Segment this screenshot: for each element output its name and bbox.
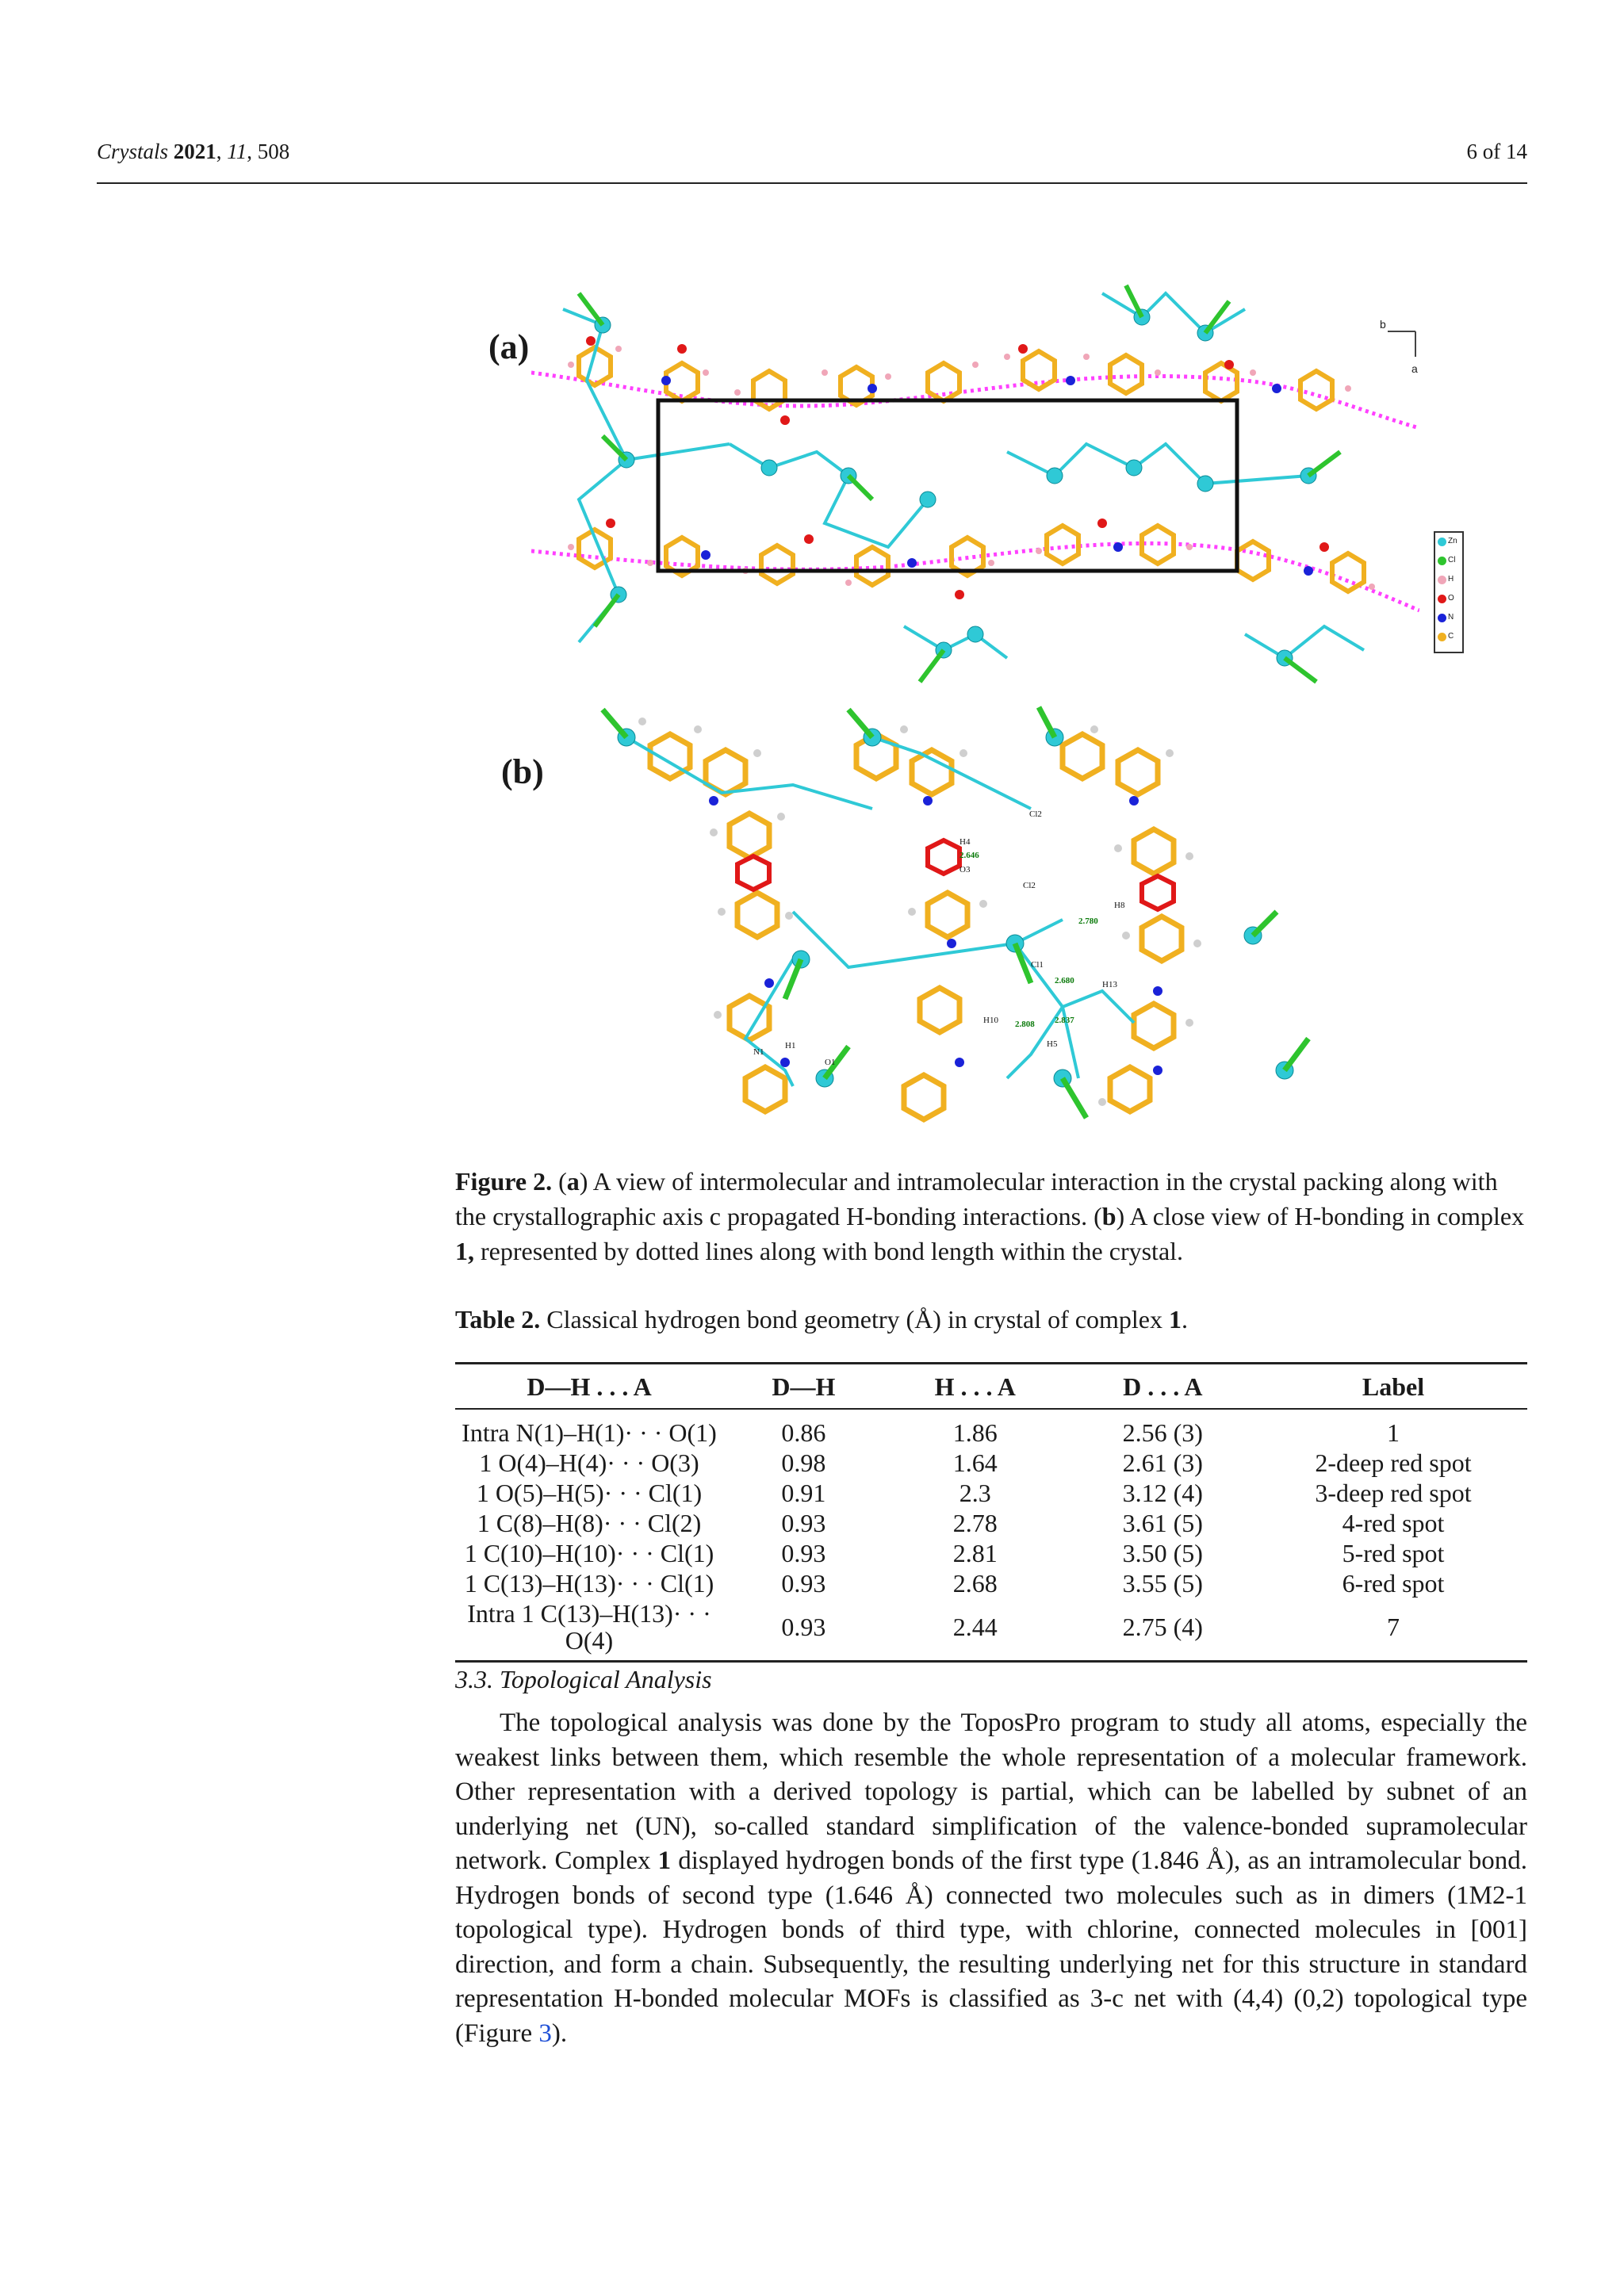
table-row: 1 O(5)–H(5)· · · Cl(1) 0.91 2.3 3.12 (4) 3-deep red spot	[476, 1479, 1472, 1507]
legend-item-o: O	[1438, 591, 1461, 606]
label-cl2: Cl2	[1023, 881, 1036, 890]
molecule-rings-row-2	[579, 526, 1364, 591]
journal-volume: 11	[227, 140, 247, 163]
zn-color-swatch	[1438, 538, 1446, 546]
panel-a-label: (a)	[488, 327, 530, 366]
hydrogen-atoms	[568, 346, 1375, 590]
table-caption: Table 2. Classical hydrogen bond geometry (Å) in crystal of complex 1.	[455, 1305, 1188, 1334]
article-number: , 508	[247, 140, 290, 163]
header-da: D . . . A	[1067, 1364, 1259, 1410]
legend-item-cl: Cl	[1438, 553, 1461, 568]
legend-item-c: C	[1438, 629, 1461, 644]
axis-b-label: b	[1380, 318, 1386, 331]
header-label: Label	[1259, 1364, 1527, 1410]
running-header	[97, 140, 1527, 184]
table-row: 1 C(13)–H(13)· · · Cl(1) 0.93 2.68 3.55 (5) 6-red spot	[464, 1569, 1445, 1598]
label-h4: H4	[959, 837, 971, 847]
atom-labels-b	[753, 809, 1125, 1067]
label-2-808: 2.808	[1015, 1020, 1035, 1029]
figure-2	[468, 262, 1457, 1142]
label-h10: H10	[983, 1016, 998, 1025]
figure-3-link[interactable]: 3	[538, 2019, 552, 2048]
label-2-837: 2.837	[1055, 1016, 1074, 1025]
n-color-swatch	[1438, 614, 1446, 622]
label-n1: N1	[753, 1047, 764, 1057]
element-legend	[1434, 531, 1464, 653]
h-bonding-close-view-image	[587, 706, 1380, 1134]
label-o3: O3	[959, 865, 971, 874]
label-cl1: Cl1	[1031, 960, 1044, 970]
hbond-lines-b	[626, 737, 1134, 1086]
journal-name: Crystals	[97, 140, 169, 163]
crystal-packing-image	[531, 262, 1419, 721]
axis-indicator	[1380, 318, 1418, 375]
cl-color-swatch	[1438, 557, 1446, 565]
section-title: 3.3. Topological Analysis	[455, 1665, 712, 1693]
legend-item-n: N	[1438, 610, 1461, 625]
figure-caption: Figure 2. (a) A view of intermolecular and intramolecular interaction in the crystal packing along with the crystallographic axis c propagated H-bonding interactions. (b) A close view of H-bonding in complex 1, represented by dotted lines along with bond length within the crystal.	[455, 1167, 1525, 1265]
legend-item-h: H	[1438, 572, 1461, 587]
header-rule	[97, 182, 1527, 184]
label-h13: H13	[1102, 980, 1117, 989]
figure-label: Figure 2.	[455, 1167, 553, 1196]
label-h1: H1	[785, 1041, 796, 1050]
table-row: 1 O(4)–H(4)· · · O(3) 0.98 1.64 2.61 (3) 2-deep red spot	[479, 1448, 1472, 1477]
journal-year: 2021	[173, 140, 216, 163]
label-cl2-top: Cl2	[1029, 809, 1042, 819]
table-header-row	[455, 1364, 1527, 1410]
header-dh: D—H	[723, 1364, 884, 1410]
zn-atoms-b	[618, 729, 1293, 1087]
header-dha: D—H . . . A	[455, 1364, 723, 1410]
page-number: 6 of 14	[1466, 140, 1527, 163]
table-row: 1 C(10)–H(10)· · · Cl(1) 0.93 2.81 3.50 (5) 5-red spot	[464, 1539, 1445, 1567]
h-color-swatch	[1438, 576, 1446, 584]
table-label: Table 2.	[455, 1305, 541, 1334]
label-o1: O1	[825, 1058, 836, 1067]
zn-atoms	[595, 309, 1316, 666]
hydrogen-bond-table	[455, 1362, 1527, 1663]
legend-item-zn: Zn	[1438, 534, 1461, 549]
panel-b-label: (b)	[501, 752, 544, 791]
journal-citation: Crystals 2021, 11, 508	[97, 140, 290, 163]
o-color-swatch	[1438, 595, 1446, 603]
table-row: 1 C(8)–H(8)· · · Cl(2) 0.93 2.78 3.61 (5) 4-red spot	[477, 1509, 1445, 1537]
c-color-swatch	[1438, 633, 1446, 641]
label-h5: H5	[1047, 1039, 1058, 1049]
axis-a-label: a	[1411, 362, 1418, 375]
section-paragraph: The topological analysis was done by the ToposPro program to study all atoms, especially the weakest links between them, which resemble the whole representation of a molecular framework. Other representation with a derived topology is partial, which can be labelled by subnet of an underlying net (UN), so-called standard simplification of the valence-bonded supramolecular network. Complex 1 displayed hydrogen bonds of the first type (1.846 Å), as an intramolecular bond. Hydrogen bonds of second type (1.646 Å) connected two molecules such as in dimers (1M2-1 topological type). Hydrogen bonds of third type, with chlorine, connected molecules in [001] direction, and form a chain. Subsequently, the resulting underlying net for this structure in standard representation H-bonded molecular MOFs is classified as 3-c net with (4,4) (0,2) topological type (Figure 3).	[455, 1709, 1527, 2048]
label-2-680: 2.680	[1055, 976, 1074, 985]
label-2-646: 2.646	[959, 851, 979, 860]
table-row: Intra N(1)–H(1)· · · O(1) 0.86 1.86 2.56 (3) 1	[462, 1418, 1400, 1447]
header-ha: H . . . A	[884, 1364, 1067, 1410]
label-h8: H8	[1114, 901, 1125, 910]
label-2-780: 2.780	[1078, 916, 1098, 926]
table-row: Intra 1 C(13)–H(13)· · · O(4) 0.93 2.44 2.75 (4) 7	[455, 1598, 1527, 1662]
